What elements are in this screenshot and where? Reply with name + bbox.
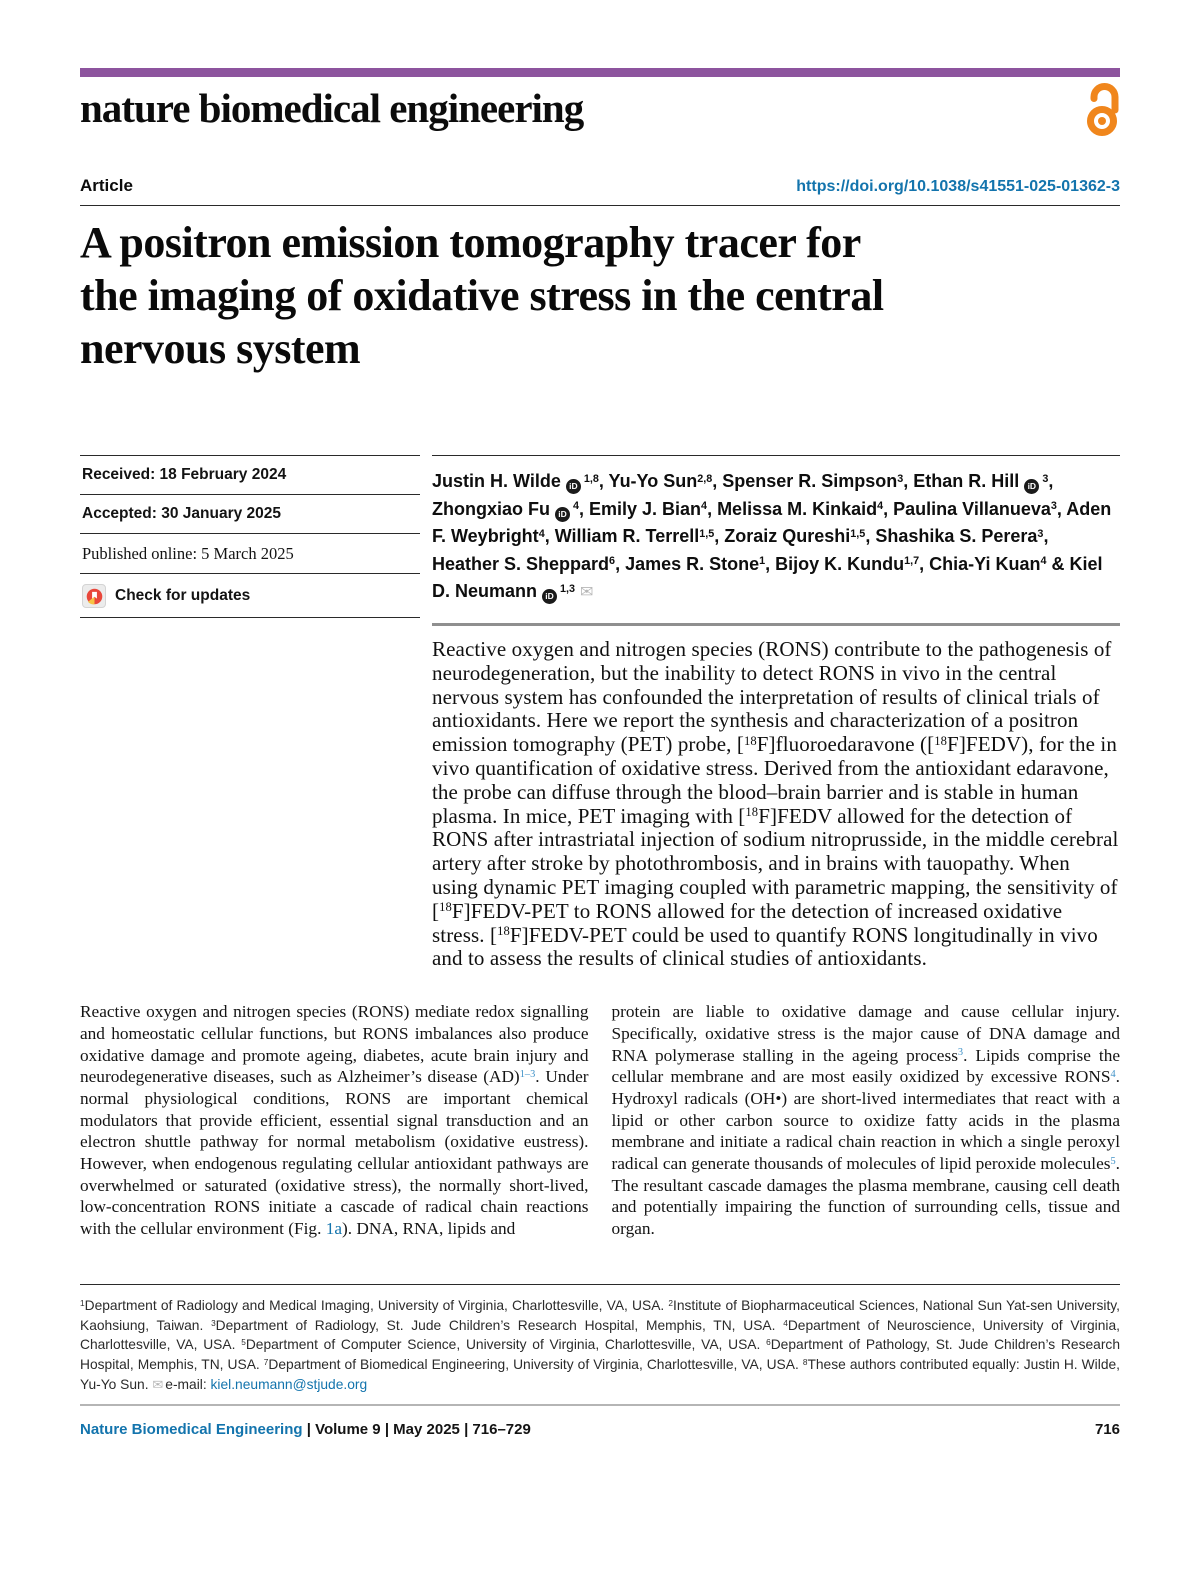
superscript: 6	[609, 555, 616, 568]
text-run: . Under normal physiological conditions, RONS are important chemical modulators that provide efficient, essential signal transduction and an electron shuttle pathway for normal metabolism (oxidative eustress). However, when endogenous regulating cellular antioxidant pathways are overwhelmed or saturated (oxidative stress), the normally short-lived, low-concentration RONS initiate a cascade of radical chain reactions with the cellular environment (Fig.	[80, 1067, 589, 1239]
text-run: Department of Neuroscience, University of Virginia, Charlottesville, VA, USA.	[80, 1317, 1120, 1353]
mail-icon[interactable]: ✉	[152, 1377, 164, 1393]
citation-ref-link[interactable]: 3	[957, 1047, 964, 1059]
superscript: 3	[211, 1318, 216, 1328]
superscript: 4	[701, 500, 708, 513]
text-run: . Hydroxyl radicals (OH•) are short-lived intermediates that react with a lipid or other carbon source to oxidize fatty acids in the plasma membrane and initiate a radical chain reaction in which a single peroxyl radical can generate thousands of molecules of lipid peroxide molecules	[611, 1067, 1120, 1174]
text-run: , Bijoy K. Kundu	[765, 553, 905, 574]
footer-journal-link[interactable]: Nature Biomedical Engineering	[80, 1420, 303, 1438]
intro-paragraph-left	[80, 1001, 589, 1240]
text-run: . The resultant cascade damages the plasma membrane, causing cell death and potentially impairing the function of surrounding cells, tissue and organ.	[611, 1154, 1120, 1239]
abstract	[432, 623, 1120, 971]
text-run: F]FEDV-PET to RONS allowed for the detection of increased oxidative stress. [	[432, 898, 1063, 947]
text-run: , Yu-Yo Sun	[598, 471, 698, 491]
citation-ref-link[interactable]: 4	[1110, 1069, 1116, 1081]
superscript: 1	[80, 1298, 85, 1308]
published-date: Published online: 5 March 2025	[80, 533, 420, 573]
check-for-updates-button[interactable]	[82, 584, 418, 608]
page-number: 716	[1094, 1420, 1120, 1438]
footer-citation	[80, 1421, 531, 1438]
orcid-icon[interactable]: iD	[542, 589, 557, 604]
text-run: F]FEDV allowed for the detection of RONS after intrastriatal injection of sodium nitroprusside, in the middle cerebral artery after stroke by photothrombosis, and in brains with tauopathy. When using dynamic PET imaging coupled with parametric mapping, the sensitivity of [	[432, 803, 1119, 923]
check-for-updates-row	[80, 573, 420, 618]
accepted-date: Accepted: 30 January 2025	[80, 494, 420, 533]
superscript: 1,3	[560, 582, 576, 595]
text-link[interactable]: kiel.neumann@stjude.org	[210, 1377, 368, 1393]
history-sidebar	[80, 455, 420, 618]
page-footer	[80, 1404, 1120, 1438]
superscript: 1,5	[850, 527, 866, 540]
text-run: F]FEDV-PET could be used to quantify RONS longitudinally in vivo and to assess the results of clinical studies of antioxidants.	[432, 922, 1098, 971]
doi-link[interactable]: https://doi.org/10.1038/s41551-025-01362-3	[796, 178, 1120, 195]
text-run: , Zoraiz Qureshi	[714, 526, 851, 546]
text-run: These authors contributed equally: Justin H. Wilde, Yu-Yo Sun.	[80, 1357, 1120, 1393]
journal-wordmark: nature biomedical engineering	[80, 85, 584, 131]
body-columns	[80, 1001, 1120, 1240]
superscript: 6	[766, 1338, 771, 1348]
citation-ref-link[interactable]: 1–3	[519, 1069, 536, 1081]
text-run: , Chia-Yi Kuan	[919, 553, 1041, 574]
header-divider	[80, 205, 1120, 206]
text-run: , Emily J. Bian	[579, 498, 702, 519]
text-run: e-mail:	[165, 1377, 211, 1393]
superscript: 1,8	[583, 472, 599, 485]
text-run: Department of Biomedical Engineering, University of Virginia, Charlottesville, VA, USA.	[268, 1357, 803, 1373]
open-access-icon[interactable]	[1082, 80, 1122, 141]
brand-color-bar	[80, 68, 1120, 77]
orcid-icon[interactable]: iD	[566, 479, 581, 494]
text-run: Reactive oxygen and nitrogen species (RONS) contribute to the pathogenesis of neurodegeneration, but the inability to detect RONS in vivo in the central nervous system has confounded the interpretation of results of clinical trials of antioxidants. Here we report the synthesis and characterization of a positron emission tomography (PET) probe, [	[432, 637, 1112, 757]
superscript: 7	[263, 1358, 269, 1368]
text-run: ). DNA, RNA, lipids and	[342, 1219, 516, 1239]
footer-issue-info: | Volume 9 | May 2025 | 716–729	[302, 1420, 531, 1438]
text-run: , Ethan R. Hill	[903, 471, 1020, 491]
superscript: 4	[538, 527, 545, 540]
text-run: Department of Radiology and Medical Imaging, University of Virginia, Charlottesville, VA, USA.	[84, 1297, 669, 1313]
superscript: 3	[1037, 527, 1044, 540]
paper-title	[80, 216, 1120, 375]
text-run: Department of Computer Science, University of Virginia, Charlottesville, VA, USA.	[245, 1337, 767, 1353]
article-header-row	[80, 176, 1120, 196]
check-for-updates-label: Check for updates	[115, 587, 251, 604]
superscript: 18	[439, 900, 452, 915]
text-run: Justin H. Wilde	[432, 471, 561, 491]
superscript: 5	[241, 1338, 246, 1348]
text-run: Department of Pathology, St. Jude Children’s Research Hospital, Memphis, TN, USA.	[80, 1337, 1120, 1373]
text-run: Department of Radiology, St. Jude Children’s Research Hospital, Memphis, TN, USA.	[215, 1317, 784, 1333]
text-run: , Paulina Villanueva	[883, 498, 1051, 519]
superscript: 18	[743, 733, 757, 748]
superscript: 3	[1042, 472, 1049, 485]
orcid-icon[interactable]: iD	[555, 507, 570, 522]
superscript: 4	[877, 500, 884, 513]
text-run: , Zhongxiao Fu	[432, 471, 1054, 519]
intro-paragraph-right	[612, 1001, 1121, 1240]
superscript: 2,8	[697, 472, 713, 485]
meta-section	[80, 455, 1120, 618]
superscript: 4	[783, 1318, 788, 1328]
superscript: 1,7	[904, 555, 920, 568]
author-list	[432, 455, 1120, 618]
superscript: 18	[497, 924, 510, 939]
text-run: , Aden F. Weybright	[432, 498, 1112, 546]
text-link[interactable]: 1a	[325, 1219, 343, 1239]
text-run: Reactive oxygen and nitrogen species (RONS) mediate redox signalling and homeostatic cellular functions, but RONS imbalances also produce oxidative damage and promote ageing, diabetes, acute brain injury and neurodegenerative diseases, such as Alzheimer’s disease (AD)	[80, 1002, 589, 1087]
text-run: Institute of Biopharmaceutical Sciences, National Sun Yat-sen University, Kaohsiung, Taiwan.	[80, 1297, 1120, 1333]
superscript: 1	[759, 555, 766, 568]
orcid-icon[interactable]: iD	[1024, 479, 1039, 494]
crossmark-icon	[82, 584, 106, 608]
mail-icon[interactable]: ✉	[580, 584, 594, 601]
superscript: 18	[745, 805, 759, 820]
article-type-label: Article	[80, 176, 133, 195]
text-run: F]fluoroedaravone ([	[756, 732, 935, 757]
superscript: 18	[934, 733, 948, 748]
superscript: 4	[572, 500, 579, 513]
affiliations-footnotes	[80, 1284, 1120, 1395]
paper-title-line3: nervous system	[80, 324, 361, 373]
citation-ref-link[interactable]: 5	[1110, 1155, 1116, 1167]
text-run: , Melissa M. Kinkaid	[707, 498, 878, 519]
paper-title-line2: the imaging of oxidative stress in the central	[80, 271, 884, 320]
text-run: . Lipids comprise the cellular membrane and are most easily oxidized by excessive RONS	[611, 1045, 1121, 1087]
text-run: , Heather S. Sheppard	[432, 526, 1049, 574]
text-run: , Shashika S. Perera	[865, 526, 1038, 546]
superscript: 4	[1040, 555, 1047, 568]
received-date: Received: 18 February 2024	[80, 455, 420, 494]
text-run: , Spenser R. Simpson	[712, 471, 898, 491]
superscript: 3	[1050, 500, 1057, 513]
superscript: 2	[668, 1298, 673, 1308]
superscript: 3	[897, 472, 904, 485]
paper-title-line1: A positron emission tomography tracer for	[80, 218, 861, 267]
text-run: , William R. Terrell	[544, 526, 700, 546]
text-run: & Kiel D. Neumann	[432, 553, 1103, 601]
text-run: F]FEDV), for the in vivo quantification of oxidative stress. Derived from the antioxidant edaravone, the probe can diffuse through the blood–brain barrier and is stable in human plasma. In mice, PET imaging with [	[432, 732, 1117, 828]
superscript: 8	[802, 1358, 808, 1368]
superscript: 1,5	[699, 527, 715, 540]
text-run: protein are liable to oxidative damage and cause cellular injury. Specifically, oxidative stress is the major cause of DNA damage and RNA polymerase stalling in the ageing process	[611, 1002, 1120, 1065]
text-run: , James R. Stone	[615, 553, 760, 574]
